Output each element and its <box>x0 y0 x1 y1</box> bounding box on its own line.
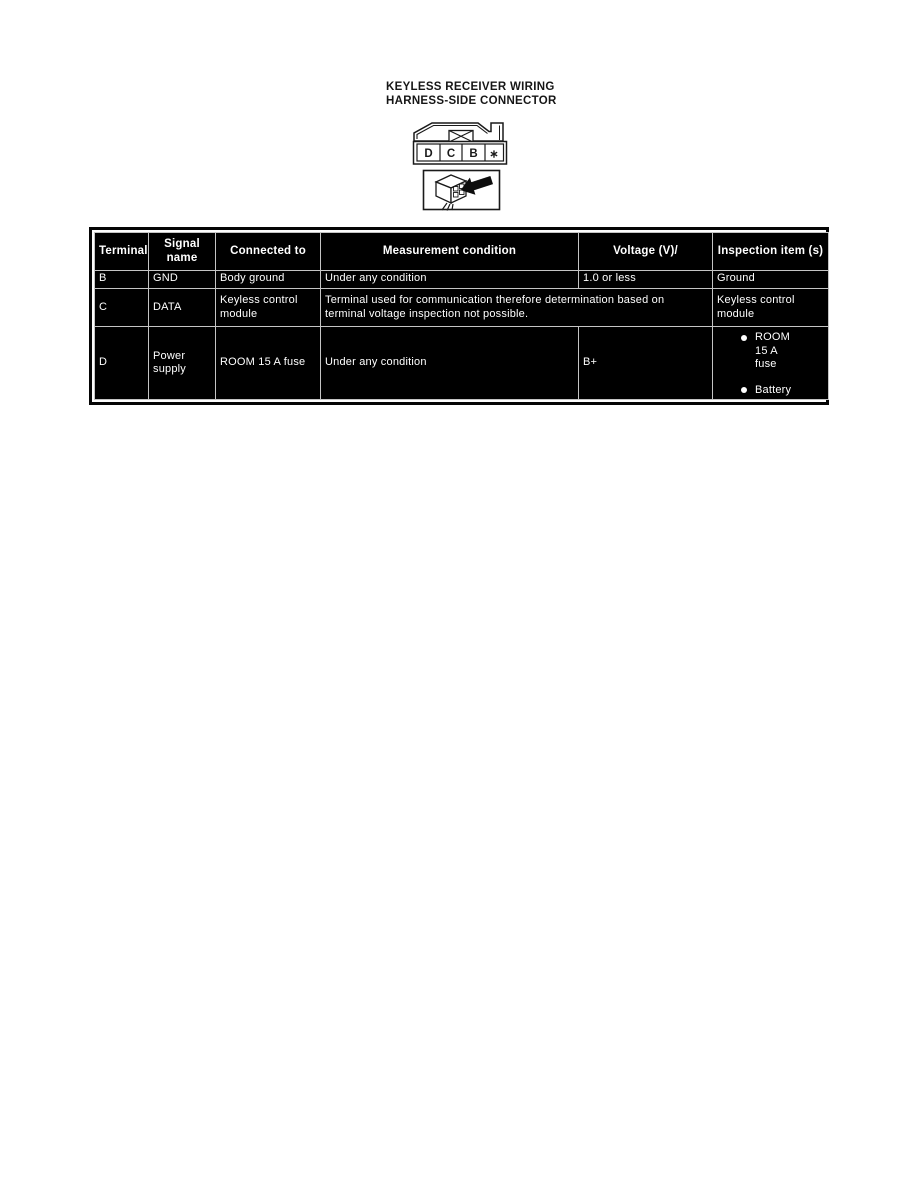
terminal-label-b: B <box>469 148 478 160</box>
cell-signal-name: GND <box>149 271 216 289</box>
cell-signal-name: DATA <box>149 289 216 327</box>
header-signal-name: Signal name <box>149 233 216 271</box>
cell-measurement-condition: Terminal used for communication therefore determination based on terminal voltage inspection not possible. <box>321 289 713 327</box>
cell-voltage: 1.0 or less <box>579 271 713 289</box>
header-measurement-condition: Measurement condition <box>321 233 579 271</box>
diagram-title <box>386 80 557 108</box>
bullet-label: Battery <box>755 383 792 396</box>
list-item <box>741 384 803 398</box>
bullet-icon <box>741 387 747 393</box>
cell-signal-name: Power supply <box>149 327 216 400</box>
cell-connected-to: ROOM 15 A fuse <box>216 327 321 400</box>
terminal-label-c: C <box>446 148 456 160</box>
cell-connected-to: Keyless control module <box>216 289 321 327</box>
cell-terminal: C <box>95 289 149 327</box>
cell-inspection-item <box>713 327 829 400</box>
header-terminal: Terminal <box>95 233 149 271</box>
header-connected-to: Connected to <box>216 233 321 271</box>
terminal-table <box>94 232 829 400</box>
cell-terminal: D <box>95 327 149 400</box>
cell-measurement-condition: Under any condition <box>321 327 579 400</box>
header-inspection-item: Inspection item (s) <box>713 233 829 271</box>
terminal-label-asterisk: ∗ <box>489 148 499 161</box>
table-row-terminal-c <box>95 289 829 327</box>
terminal-table-frame <box>89 227 829 405</box>
header-voltage: Voltage (V)/ <box>579 233 713 271</box>
cell-inspection-item: Keyless control module <box>713 289 829 327</box>
list-item <box>741 331 803 372</box>
cell-inspection-item: Ground <box>713 271 829 289</box>
table-row-terminal-d <box>95 327 829 400</box>
table-row-terminal-b <box>95 271 829 289</box>
bullet-icon <box>741 335 747 341</box>
bullet-label: ROOM 15 A fuse <box>755 331 791 370</box>
inspection-bullet-list <box>715 327 826 399</box>
diagram-title-line2: HARNESS-SIDE CONNECTOR <box>386 95 557 107</box>
terminal-label-d: D <box>424 148 433 160</box>
cell-measurement-condition: Under any condition <box>321 271 579 289</box>
harness-side-view-icon <box>422 169 502 212</box>
diagram-title-line1: KEYLESS RECEIVER WIRING <box>386 81 555 93</box>
cell-terminal: B <box>95 271 149 289</box>
table-header-row <box>95 233 829 271</box>
cell-voltage: B+ <box>579 327 713 400</box>
cell-connected-to: Body ground <box>216 271 321 289</box>
connector-diagram <box>406 112 518 168</box>
